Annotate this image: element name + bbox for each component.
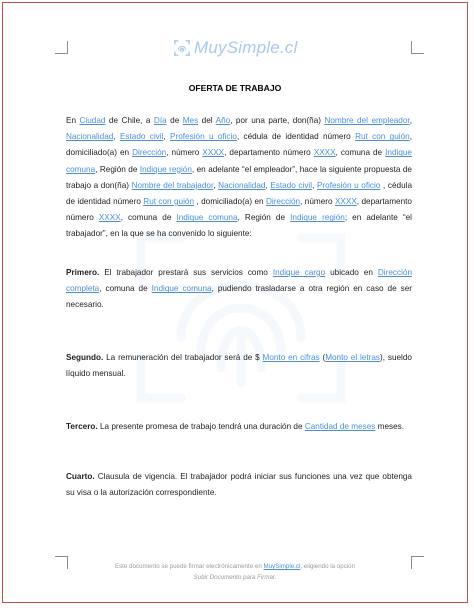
clause-segundo: Segundo. La remuneración del trabajador será de $ Monto en cifras (Monto el letras), sueldo líquido mensual. (66, 353, 412, 379)
clause-label: Tercero. (66, 422, 98, 431)
crop-mark-top-left (55, 41, 68, 54)
clause-label: Primero. (66, 268, 100, 277)
document-title: OFERTA DE TRABAJO (188, 83, 282, 93)
field-cargo[interactable]: Indique cargo (272, 268, 326, 277)
fingerprint-logo-icon (173, 39, 191, 57)
clause-tercero: Tercero. La presente promesa de trabajo tendrá una duración de Cantidad de meses meses. (66, 422, 405, 431)
field-nombre-trabajador[interactable]: Nombre del trabajador (131, 180, 214, 190)
clause-primero: Primero. El trabajador prestará sus servicios como Indique cargo ubicado en Dirección completa, comuna de Indique comuna, pudiendo trasladarse a otra región en caso de ser necesario. (66, 268, 413, 310)
field-region-empleador[interactable]: Indique región (139, 164, 192, 174)
field-direccion-trabajador[interactable]: Dirección (265, 197, 301, 207)
fingerprint-watermark-icon (121, 218, 361, 418)
footer-link[interactable]: MuySimple.cl (263, 563, 301, 570)
field-rut-empleador[interactable]: Rut con guión (355, 132, 410, 142)
parties-paragraph: En Ciudad de Chile, a Día de Mes del Año, por una parte, don(ña) Nombre del empleador, Nacionalidad, Estado civil, Profesión u oficio, cédula de identidad número Rut con guión, domiciliado(a) en Dirección, número XXXX, departamento número XXXX, comuna de Indique comuna, Región de Indique región, en adelante “el empleador”, hace la siguiente propuesta de trabajo a don(ña) Nombre del trabajador, Nacionalidad, Estado civil, Profesión u oficio , cédula de identidad número Rut con guión , domiciliado(a) en Dirección, número XXXX, departamento número XXXX, comuna de Indique comuna, Región de Indique región; en adelante “el trabajador”, en la que se ha convenido lo siguiente: (66, 116, 412, 239)
field-ciudad[interactable]: Ciudad (79, 116, 106, 125)
field-direccion-completa[interactable]: Dirección completa (66, 268, 413, 294)
field-monto-letras[interactable]: Monto el letras (325, 353, 381, 362)
footer-note: Este documento se puede firmar electrónicamente en MuySimple.cl, eligiendo la opción Subir Documento para Firmar. (114, 563, 356, 581)
field-cantidad-meses[interactable]: Cantidad de meses (304, 422, 376, 431)
field-ano[interactable]: Año (215, 116, 231, 125)
field-nacionalidad-trabajador[interactable]: Nacionalidad (218, 180, 266, 190)
footer-option: Subir Documento para Firmar. (193, 574, 277, 581)
field-profesion-trabajador[interactable]: Profesión u oficio (316, 180, 381, 190)
field-numero-trabajador[interactable]: XXXX (334, 197, 357, 207)
field-direccion-empleador[interactable]: Dirección (132, 148, 167, 158)
field-comuna-trabajador[interactable]: Indique comuna (176, 213, 238, 223)
field-depto-trabajador[interactable]: XXXX (98, 213, 121, 223)
brand-logo (173, 38, 297, 58)
clause-label: Cuarto. (66, 472, 95, 481)
field-mes[interactable]: Mes (182, 116, 199, 125)
field-comuna-empleador[interactable]: Indique comuna (66, 148, 412, 174)
field-region-trabajador[interactable]: Indique región (290, 213, 345, 223)
crop-mark-top-right (411, 41, 424, 54)
field-estado-civil-trabajador[interactable]: Estado civil (270, 180, 313, 190)
document-page (2, 2, 468, 603)
clause-cuarto: Cuarto. Clausula de vigencia. El trabajador podrá iniciar sus funciones una vez que obtenga su visa o la autorización correspondiente. (66, 472, 412, 498)
field-nombre-empleador[interactable]: Nombre del empleador (324, 116, 410, 125)
field-rut-trabajador[interactable]: Rut con guión (143, 197, 195, 207)
clause-label: Segundo. (66, 353, 104, 362)
field-depto-empleador[interactable]: XXXX (313, 148, 336, 158)
field-dia[interactable]: Día (153, 116, 167, 125)
field-numero-empleador[interactable]: XXXX (202, 148, 225, 158)
brand-name: MuySimple.cl (194, 38, 298, 57)
field-estado-civil-empleador[interactable]: Estado civil (119, 132, 164, 142)
field-monto-cifras[interactable]: Monto en cifras (262, 353, 320, 362)
field-profesion-empleador[interactable]: Profesión u oficio (170, 132, 237, 142)
field-nacionalidad-empleador[interactable]: Nacionalidad (66, 132, 114, 142)
crop-mark-bottom-right (411, 556, 424, 569)
field-comuna-trabajo[interactable]: Indique comuna (151, 284, 212, 294)
